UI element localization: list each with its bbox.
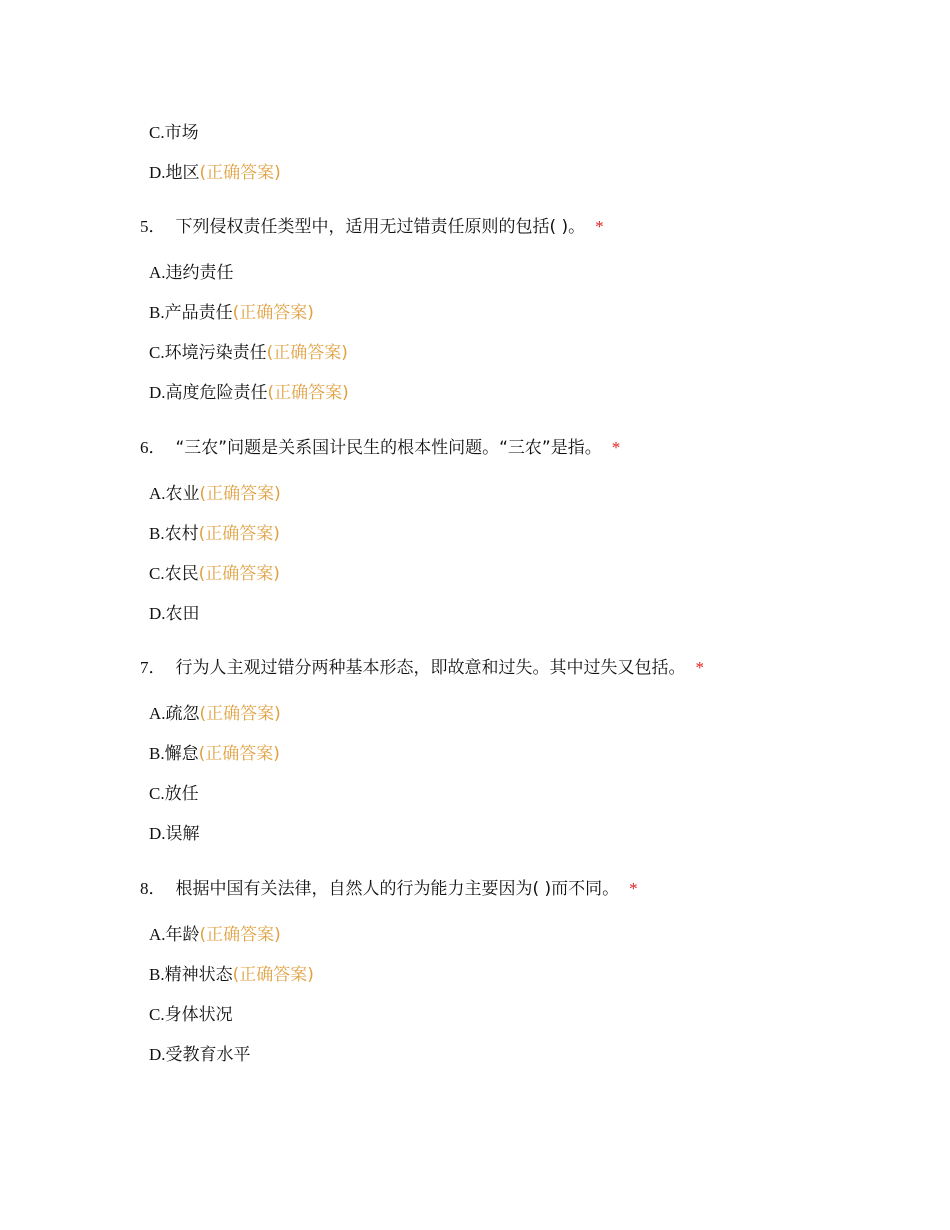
question-title	[140, 878, 638, 900]
option-item	[149, 964, 314, 986]
option-item	[149, 783, 199, 805]
option-letter: A.	[149, 925, 166, 944]
correct-answer-label: (正确答案)	[266, 343, 348, 363]
option-text: 身体状况	[164, 1005, 233, 1025]
option-text: 高度危险责任	[165, 383, 268, 403]
option-item	[149, 703, 281, 725]
option-letter: B.	[149, 524, 165, 543]
option-letter: D.	[149, 383, 166, 402]
option-item	[149, 262, 234, 284]
option-letter: D.	[149, 604, 166, 623]
question-title	[140, 437, 620, 459]
option-text: 误解	[165, 824, 200, 844]
option-letter: D.	[149, 1045, 166, 1064]
option-text: 地区	[165, 163, 200, 183]
correct-answer-label: (正确答案)	[198, 564, 280, 584]
correct-answer-label: (正确答案)	[199, 704, 281, 724]
option-item	[149, 924, 281, 946]
option-text: 农村	[164, 524, 199, 544]
option-item	[149, 302, 314, 324]
question-number: 6．	[140, 438, 166, 457]
option-letter: C.	[149, 564, 165, 583]
option-text: 农田	[165, 604, 200, 624]
option-item	[149, 122, 199, 144]
correct-answer-label: (正确答案)	[198, 744, 280, 764]
question-text: “三农”问题是关系国计民生的根本性问题。“三农”是指。	[175, 438, 602, 458]
option-letter: A.	[149, 263, 166, 282]
option-letter: B.	[149, 303, 165, 322]
correct-answer-label: (正确答案)	[199, 925, 281, 945]
option-text: 精神状态	[164, 965, 233, 985]
correct-answer-label: (正确答案)	[199, 163, 281, 183]
question-number: 7．	[140, 658, 166, 677]
option-item	[149, 1004, 233, 1026]
option-item	[149, 483, 281, 505]
option-text: 市场	[164, 123, 199, 143]
required-mark: *	[695, 658, 704, 677]
option-item	[149, 823, 200, 845]
option-item	[149, 1044, 251, 1066]
question-text: 行为人主观过错分两种基本形态，即故意和过失。其中过失又包括。	[175, 658, 686, 678]
question-title	[140, 216, 604, 238]
correct-answer-label: (正确答案)	[199, 484, 281, 504]
option-text: 违约责任	[165, 263, 234, 283]
option-item	[149, 162, 281, 184]
required-mark: *	[629, 879, 638, 898]
option-letter: A.	[149, 704, 166, 723]
option-letter: C.	[149, 784, 165, 803]
option-letter: B.	[149, 744, 165, 763]
option-letter: D.	[149, 163, 166, 182]
option-text: 疏忽	[165, 704, 200, 724]
option-text: 产品责任	[164, 303, 233, 323]
option-text: 农民	[164, 564, 199, 584]
question-title	[140, 657, 704, 679]
option-text: 放任	[164, 784, 199, 804]
correct-answer-label: (正确答案)	[232, 303, 314, 323]
question-text: 根据中国有关法律，自然人的行为能力主要因为( )而不同。	[175, 879, 620, 899]
required-mark: *	[611, 438, 621, 457]
question-number: 5．	[140, 217, 166, 236]
correct-answer-label: (正确答案)	[232, 965, 314, 985]
correct-answer-label: (正确答案)	[267, 383, 349, 403]
option-letter: B.	[149, 965, 165, 984]
option-item	[149, 743, 280, 765]
option-text: 环境污染责任	[164, 343, 267, 363]
option-item	[149, 603, 200, 625]
correct-answer-label: (正确答案)	[198, 524, 280, 544]
option-text: 年龄	[165, 925, 200, 945]
option-item	[149, 563, 280, 585]
option-letter: C.	[149, 343, 165, 362]
option-item	[149, 342, 348, 364]
question-text: 下列侵权责任类型中，适用无过错责任原则的包括( )。	[175, 217, 586, 237]
required-mark: *	[595, 217, 604, 236]
option-letter: C.	[149, 1005, 165, 1024]
option-letter: C.	[149, 123, 165, 142]
option-text: 农业	[165, 484, 200, 504]
option-item	[149, 523, 280, 545]
option-letter: D.	[149, 824, 166, 843]
option-text: 受教育水平	[165, 1045, 251, 1065]
option-text: 懈怠	[164, 744, 199, 764]
option-letter: A.	[149, 484, 166, 503]
option-item	[149, 382, 349, 404]
question-number: 8．	[140, 879, 166, 898]
